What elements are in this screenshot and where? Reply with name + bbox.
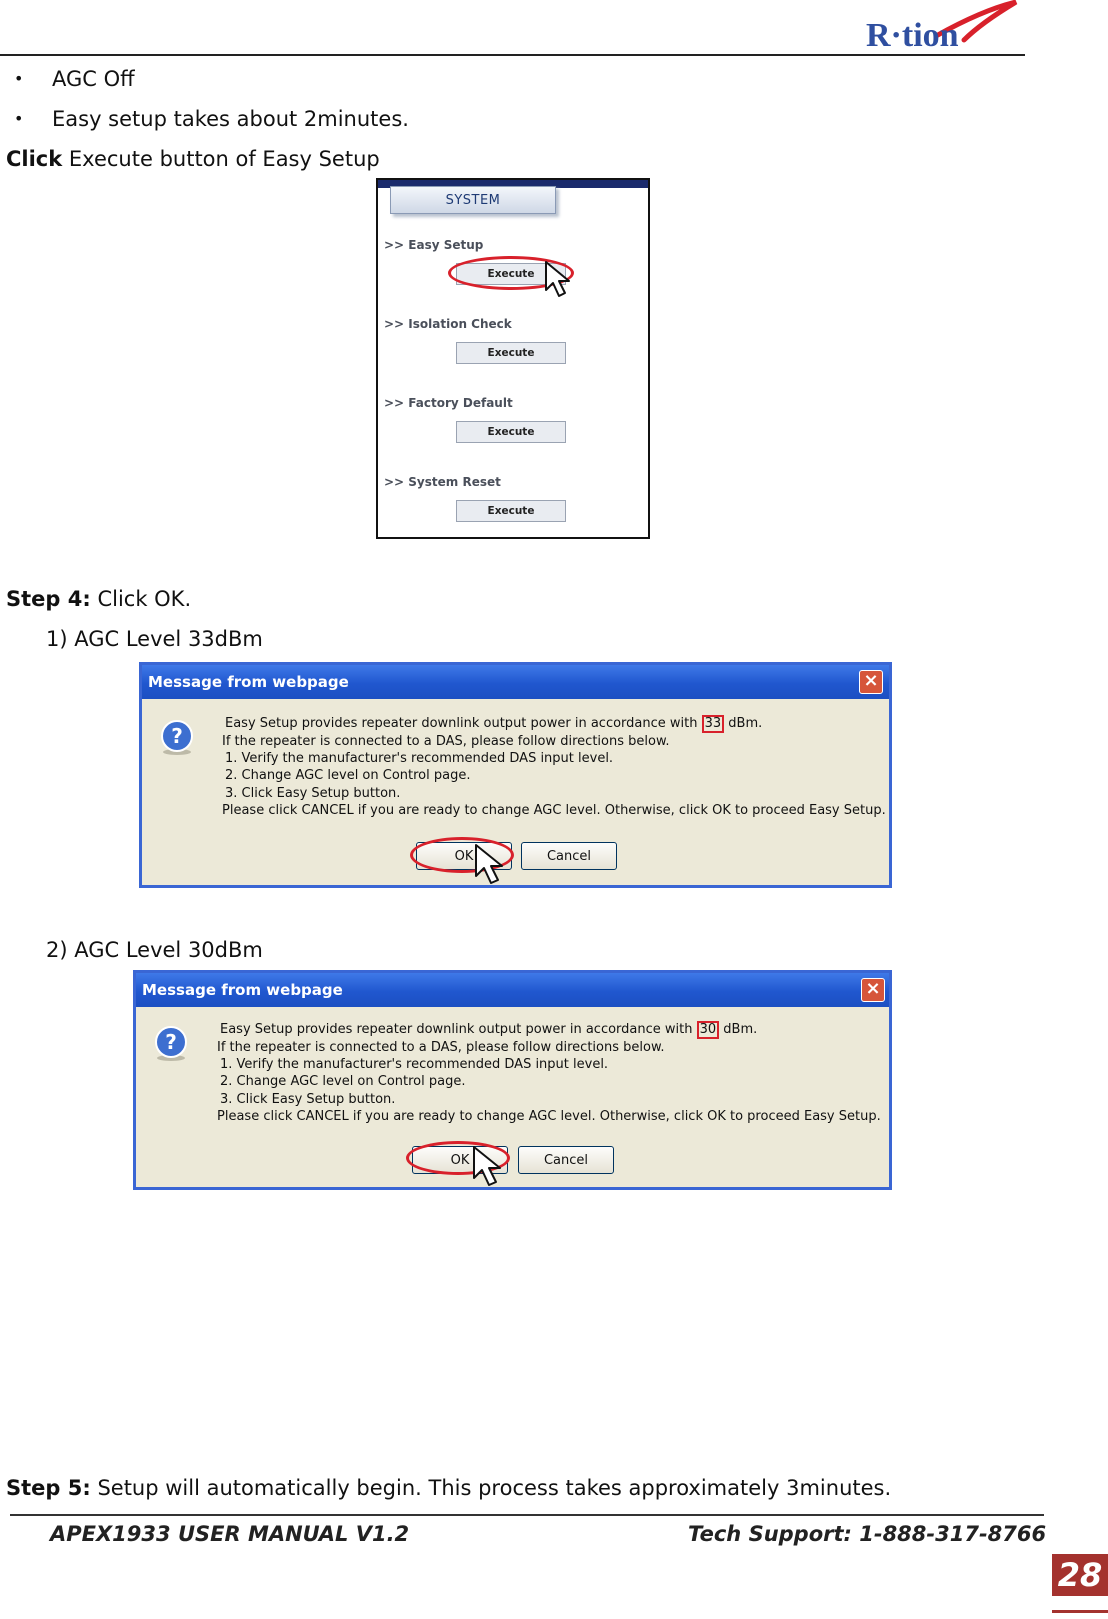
isolation-check-label: >> Isolation Check: [384, 317, 512, 331]
ok-button[interactable]: OK: [412, 1146, 508, 1174]
mouse-cursor-icon: [544, 260, 576, 298]
svg-text:?: ?: [171, 724, 183, 748]
dialog-title: Message from webpage: [142, 665, 889, 699]
step4-item-30dbm: 2) AGC Level 30dBm: [46, 938, 263, 962]
system-panel-screenshot: [376, 178, 650, 539]
ok-button[interactable]: OK: [416, 842, 512, 870]
factory-default-execute-button[interactable]: Execute: [456, 421, 566, 443]
easy-setup-label: >> Easy Setup: [384, 238, 484, 252]
message-dialog-33: [139, 662, 892, 888]
page-number: 28: [1052, 1554, 1108, 1596]
step4-item-33dbm: 1) AGC Level 33dBm: [46, 627, 263, 651]
factory-default-label: >> Factory Default: [384, 396, 513, 410]
mouse-cursor-icon: [472, 1145, 508, 1187]
dialog-title: Message from webpage: [136, 973, 889, 1007]
close-icon[interactable]: ×: [859, 670, 883, 694]
header-rule: [0, 54, 1025, 56]
close-icon[interactable]: ×: [861, 978, 885, 1002]
step5-text: Step 5: Setup will automatically begin. This process takes approximately 3minutes.: [6, 1476, 892, 1500]
system-tab[interactable]: SYSTEM: [390, 186, 556, 214]
question-icon: [158, 719, 196, 757]
system-reset-execute-button[interactable]: Execute: [456, 500, 566, 522]
step4-heading: Step 4: Click OK.: [6, 587, 192, 611]
dialog-message: Easy Setup provides repeater downlink output power in accordance with 30 dBm. If the repeater is connected to a DAS, please follow directions below. 1. Verify the manufacturer's recommended DAS input level. 2. Change AGC level on Control page. 3. Click Easy Setup button. Please click CANCEL if you are ready to change AGC level. Otherwise, click OK to proceed Easy Setup.: [217, 1022, 881, 1124]
click-instruction: Click Execute button of Easy Setup: [6, 147, 380, 171]
bullet-dot: •: [14, 109, 24, 128]
footer-tech-support: Tech Support: 1-888-317-8766: [688, 1522, 1047, 1546]
footer-rule: [10, 1514, 1044, 1516]
dialog-message: Easy Setup provides repeater downlink output power in accordance with 33 dBm. If the repeater is connected to a DAS, please follow directions below. 1. Verify the manufacturer's recommended DAS input level. 2. Change AGC level on Control page. 3. Click Easy Setup button. Please click CANCEL if you are ready to change AGC level. Otherwise, click OK to proceed Easy Setup.: [222, 716, 886, 818]
logo-text: R·tion: [866, 17, 959, 52]
bullet-dot: •: [14, 69, 24, 88]
question-icon: [152, 1025, 190, 1063]
cancel-button[interactable]: Cancel: [521, 842, 617, 870]
mouse-cursor-icon: [474, 843, 510, 885]
easy-setup-execute-button[interactable]: Execute: [456, 263, 566, 285]
footer-manual-title: APEX1933 USER MANUAL V1.2: [50, 1522, 410, 1546]
cancel-button[interactable]: Cancel: [518, 1146, 614, 1174]
agc-level-highlight: 30: [697, 1021, 720, 1039]
rtion-logo: [866, 0, 1026, 52]
svg-text:?: ?: [165, 1030, 177, 1054]
agc-level-highlight: 33: [702, 715, 725, 733]
page-number-underline: [1052, 1610, 1108, 1613]
isolation-check-execute-button[interactable]: Execute: [456, 342, 566, 364]
system-reset-label: >> System Reset: [384, 475, 501, 489]
message-dialog-30: [133, 970, 892, 1190]
